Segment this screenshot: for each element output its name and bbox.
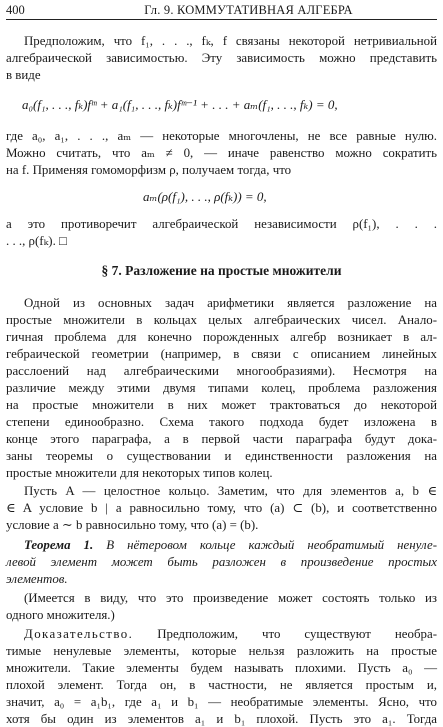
text-line: множители. Такие элементы будем называть плохими. Пусть a₀ —	[6, 661, 437, 675]
text-line: а это противоречит алгебраической независимости ρ(f₁), . . .	[6, 217, 437, 231]
section-heading: § 7. Разложение на простые множители	[101, 263, 342, 278]
text-line: одного множителя.)	[6, 608, 115, 622]
proof-line	[24, 626, 437, 642]
text-line: гичная проблема для конечно порожденных алгебр возникает в ал-	[6, 330, 437, 344]
text-line: условие a ∼ b равносильно тому, что (a) = (b).	[6, 518, 259, 532]
text-line: на f. Применяя гомоморфизм ρ, получаем тогда, что	[6, 163, 292, 177]
text-line: Одной из основных задач арифметики является разложение на	[24, 296, 437, 310]
text-line: тимые ненулевые элементы, которые нельзя разложить на простые	[6, 644, 437, 658]
chapter-title: Гл. 9. КОММУТАТИВНАЯ АЛГЕБРА	[144, 3, 353, 17]
text-line: значит, a₀ = a₁b₁, где a₁ и b₁ — необратимые элементы. Ясно, что	[6, 695, 437, 709]
equation: aₘ(ρ(f₁), . . ., ρ(fₖ)) = 0,	[143, 189, 267, 204]
text-line: Пусть A — целостное кольцо. Заметим, что для элементов a, b ∈	[24, 484, 437, 498]
text-line: простые множители в кольцах целых алгебраических чисел. Анало-	[6, 313, 437, 327]
text-line: Можно считать, что aₘ ≠ 0, — иначе равенство можно сократить	[6, 146, 437, 160]
proof-label: Доказательство.	[24, 627, 134, 641]
text-line: плохой элемент. Тогда он, в частности, не является простым и,	[6, 678, 437, 692]
theorem-text: В нётеровом кольце каждый необратимый ненуле-	[93, 538, 437, 552]
text-line: на простые множители в них может трактоваться до некоторой	[6, 398, 437, 412]
text-line: Предположим, что f₁, . . ., fₖ, f связаны некоторой нетривиальной	[24, 34, 437, 48]
text-line: расслоений над алгебраическими многообразиями). Несмотря на	[6, 364, 437, 378]
text-line: в виде	[6, 68, 41, 82]
theorem-line	[24, 537, 437, 553]
text-line: ∈ A условие b | a равносильно тому, что (a) ⊂ (b), и соответственно	[6, 501, 437, 515]
text-line: различие между этими двумя типами колец, проблема разложения	[6, 381, 437, 395]
theorem-line: элементов.	[6, 572, 68, 586]
text-line: алгебраической зависимостью. Эту зависимость можно представить	[6, 51, 437, 65]
theorem-label: Теорема 1.	[24, 538, 94, 552]
equation: a₀(f₁, . . ., fₖ)fᵐ + a₁(f₁, . . ., fₖ)fᵐ⁻¹ + . . . + aₘ(f₁, . . ., fₖ) = 0,	[22, 97, 338, 112]
text-line: (Имеется в виду, что это произведение может состоять только из	[24, 591, 437, 605]
text-line: конце этого параграфа, а в первой части параграфа будут дока-	[6, 432, 437, 446]
text-line: где a₀, a₁, . . ., aₘ — некоторые многочлены, не все равные нулю.	[6, 129, 437, 143]
text-line: простые множители для некоторых типов колец.	[6, 466, 273, 480]
theorem-line: левой элемент может быть разложен в произведение простых	[6, 555, 437, 569]
text-line: гебраической геометрии (например, в связи с описанием линейных	[6, 347, 437, 361]
text-line: . . ., ρ(fₖ). □	[6, 234, 67, 248]
text-line: хотя бы один из элементов a₁ и b₁ плохой. Пусть это a₁. Тогда	[6, 712, 437, 726]
running-header	[6, 2, 437, 20]
proof-text: Предположим, что существуют необра-	[133, 627, 437, 641]
text-line: степени единообразно. Схема такого подхода будет изложена в	[6, 415, 437, 429]
page-number: 400	[6, 3, 25, 17]
text-line: заны теоремы о существовании и единственности разложения на	[6, 449, 437, 463]
